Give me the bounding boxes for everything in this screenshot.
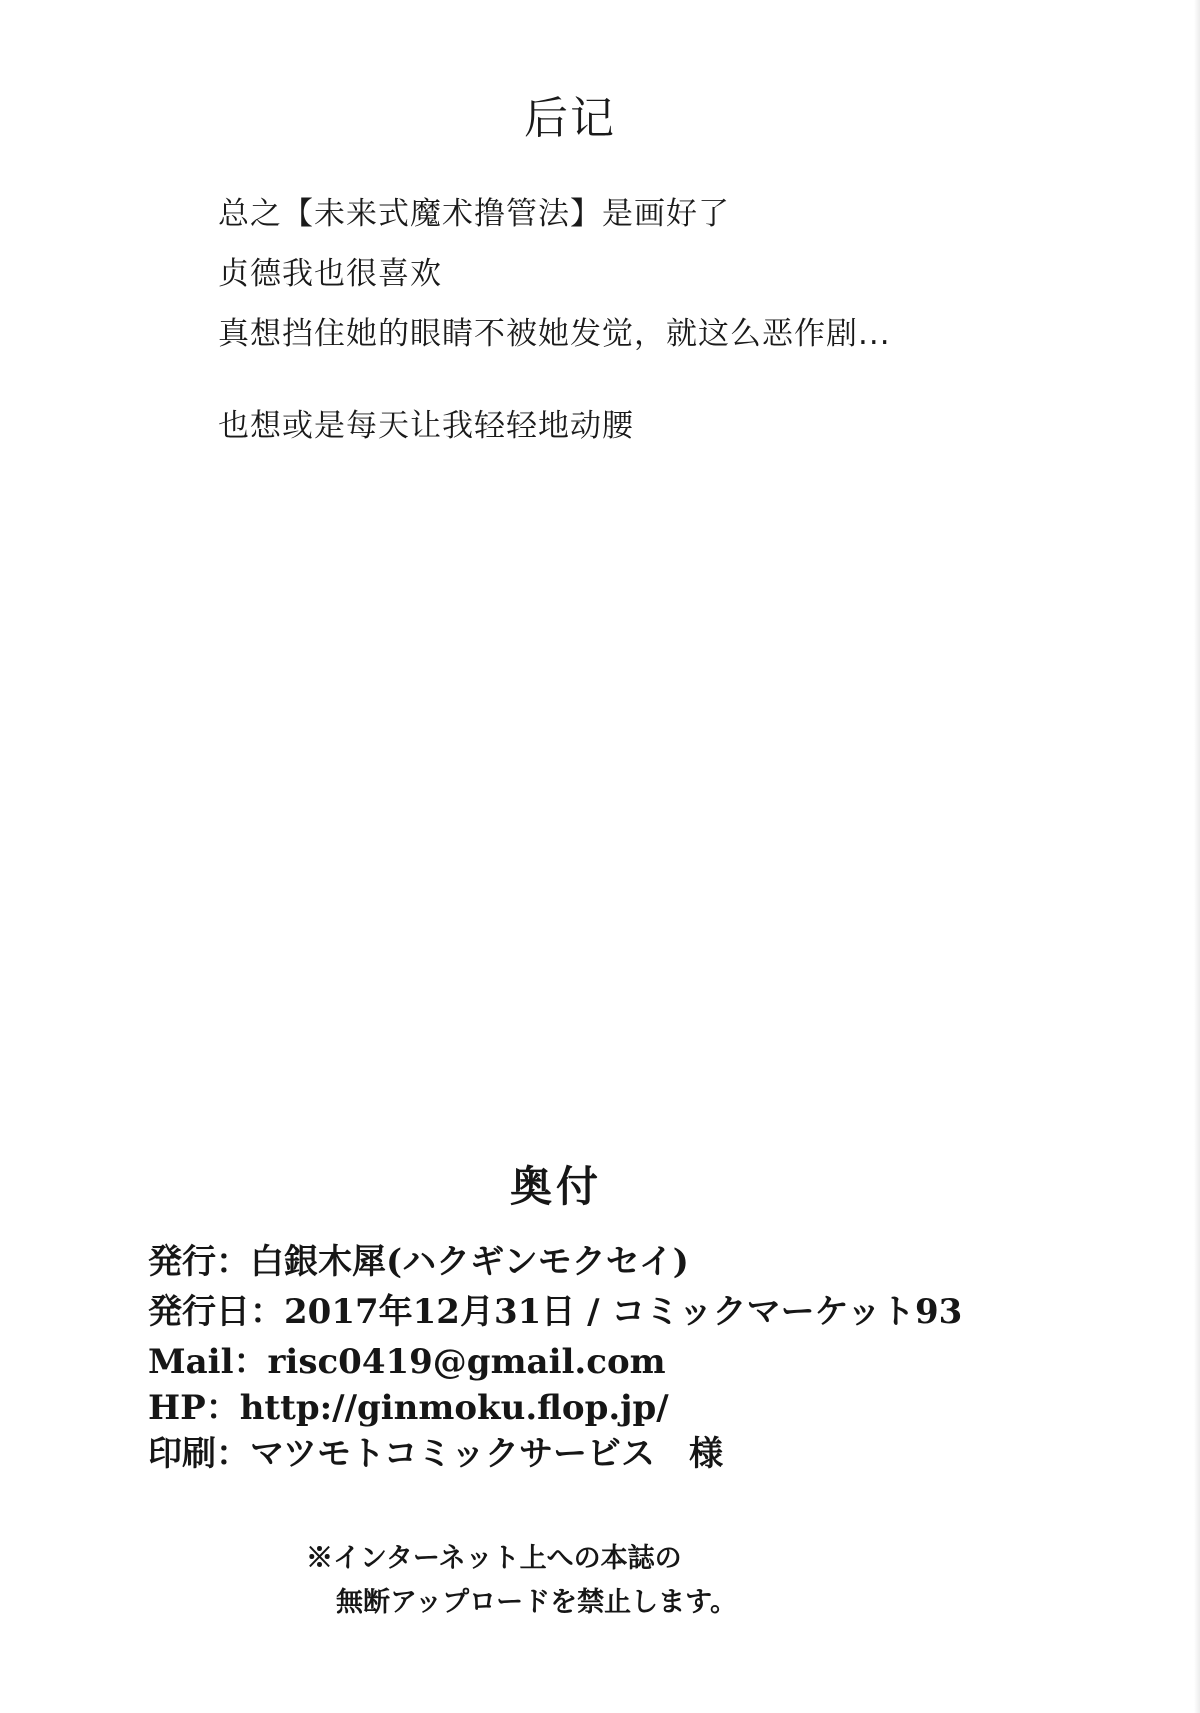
colophon-title: 奥付 <box>509 1162 602 1211</box>
colophon-sep: ： <box>216 1242 250 1282</box>
afterword-line-2: 贞德我也很喜欢 <box>218 256 442 292</box>
colophon-row-homepage <box>148 1380 669 1429</box>
notice-line-2: 無断アップロードを禁止します。 <box>336 1587 737 1618</box>
colophon-value: マツモトコミックサービス 様 <box>250 1434 723 1474</box>
colophon-value: risc0419@gmail.com <box>267 1342 666 1382</box>
colophon-row-publisher <box>148 1234 689 1283</box>
page-edge-shadow <box>1194 0 1200 1713</box>
afterword-line-4: 也想或是每天让我轻轻地动腰 <box>218 408 634 444</box>
colophon-sep: ： <box>233 1342 268 1382</box>
colophon-value: http://ginmoku.flop.jp/ <box>239 1388 669 1428</box>
afterword-title: 后记 <box>524 93 616 144</box>
colophon-label: 印刷 <box>148 1434 216 1474</box>
colophon-value: 白銀木犀(ハクギンモクセイ) <box>250 1242 689 1282</box>
colophon-label: 発行日 <box>148 1292 250 1332</box>
colophon-value: 2017年12月31日 / コミックマーケット93 <box>284 1292 963 1332</box>
colophon-sep: ： <box>216 1434 250 1474</box>
colophon-row-mail <box>148 1334 666 1383</box>
colophon-label: Mail <box>148 1342 234 1382</box>
afterword-line-3: 真想挡住她的眼睛不被她发觉，就这么恶作剧... <box>218 316 891 352</box>
afterword-line-1: 总之【未来式魔术撸管法】是画好了 <box>218 196 730 232</box>
colophon-sep: ： <box>205 1388 240 1428</box>
colophon-row-printer <box>148 1426 723 1475</box>
colophon-sep: ： <box>250 1292 284 1332</box>
colophon-row-date <box>148 1284 962 1333</box>
colophon-label: 発行 <box>148 1242 216 1282</box>
colophon-label: HP <box>148 1388 206 1428</box>
notice-line-1: ※インターネット上への本誌の <box>306 1543 682 1574</box>
